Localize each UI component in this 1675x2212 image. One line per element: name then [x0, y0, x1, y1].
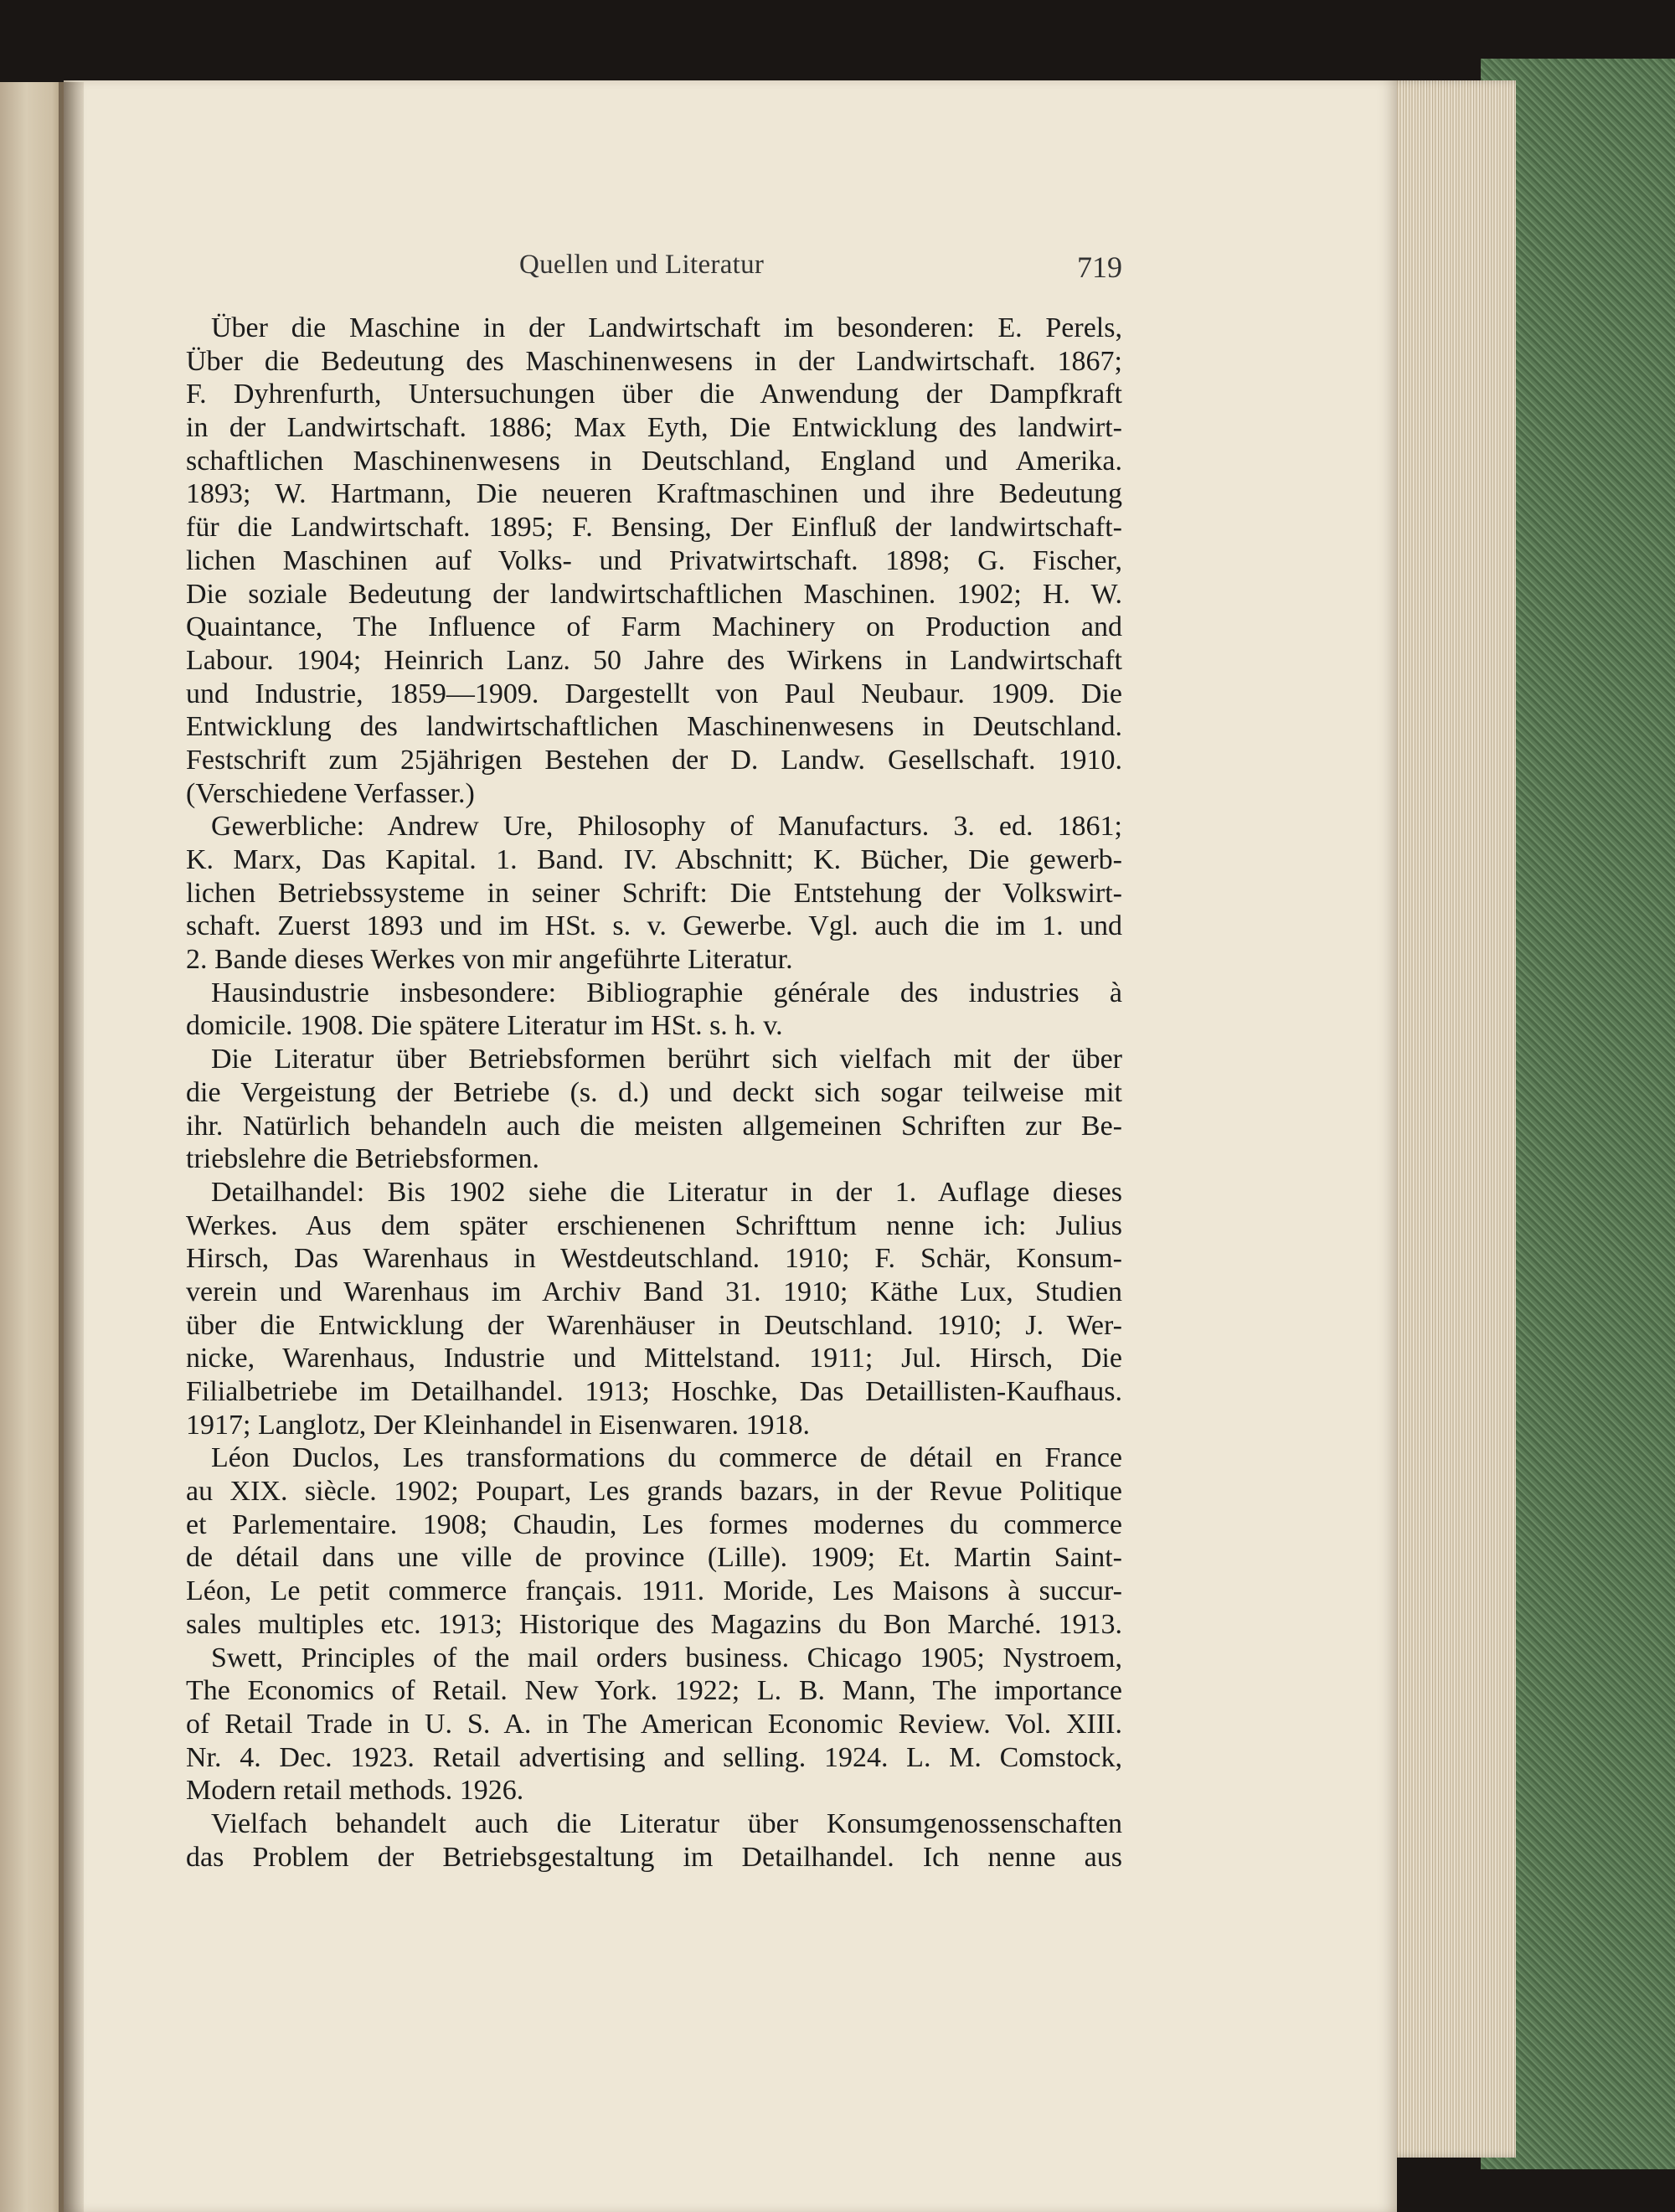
book-gutter — [59, 82, 84, 2212]
text-line: Léon, Le petit commerce français. 1911. Moride, Les Maisons à succur- — [186, 1575, 1122, 1607]
text-line: de détail dans une ville de province (Lille). 1909; Et. Martin Saint- — [186, 1542, 1122, 1574]
text-line: triebslehre die Betriebsformen. — [186, 1143, 540, 1175]
text-line: Hausindustrie insbesondere: Bibliographie générale des industries à — [211, 977, 1122, 1008]
text-line: Labour. 1904; Heinrich Lanz. 50 Jahre des Wirkens in Landwirtschaft — [186, 644, 1122, 676]
text-line: Quaintance, The Influence of Farm Machinery on Production and — [186, 611, 1122, 643]
running-title: Quellen und Literatur — [519, 250, 765, 280]
text-line: Detailhandel: Bis 1902 siehe die Literatur in der 1. Auflage dieses — [211, 1176, 1122, 1208]
text-line: 1917; Langlotz, Der Kleinhandel in Eisenwaren. 1918. — [186, 1409, 810, 1441]
left-page-edge — [0, 82, 65, 2212]
text-line: (Verschiedene Verfasser.) — [186, 777, 475, 809]
text-line: domicile. 1908. Die spätere Literatur im HSt. s. h. v. — [186, 1010, 783, 1042]
text-line: Gewerbliche: Andrew Ure, Philosophy of Manufacturs. 3. ed. 1861; — [211, 811, 1122, 843]
text-line: 1893; W. Hartmann, Die neueren Kraftmaschinen und ihre Bedeutung — [186, 478, 1122, 510]
text-line: Die soziale Bedeutung der landwirtschaftlichen Maschinen. 1902; H. W. — [186, 578, 1122, 610]
page-edges — [1380, 80, 1516, 2158]
text-line: schaft. Zuerst 1893 und im HSt. s. v. Gewerbe. Vgl. auch die im 1. und — [186, 910, 1122, 942]
text-line: F. Dyhrenfurth, Untersuchungen über die Anwendung der Dampfkraft — [186, 379, 1122, 410]
text-line: und Industrie, 1859—1909. Dargestellt von Paul Neubaur. 1909. Die — [186, 678, 1122, 709]
text-line: Werkes. Aus dem später erschienenen Schrifttum nenne ich: Julius — [186, 1209, 1122, 1241]
text-line: Swett, Principles of the mail orders business. Chicago 1905; Nystroem, — [211, 1642, 1122, 1673]
text-line: et Parlementaire. 1908; Chaudin, Les formes modernes du commerce — [186, 1508, 1122, 1540]
text-line: das Problem der Betriebsgestaltung im Detailhandel. Ich nenne aus — [186, 1841, 1122, 1873]
text-line: of Retail Trade in U. S. A. in The American Economic Review. Vol. XIII. — [186, 1708, 1122, 1740]
text-line: Vielfach behandelt auch die Literatur über Konsumgenossenschaften — [211, 1807, 1122, 1839]
text-line: Die Literatur über Betriebsformen berührt sich vielfach mit der über — [211, 1044, 1122, 1075]
page-number: 719 — [1077, 250, 1122, 284]
text-line: für die Landwirtschaft. 1895; F. Bensing, Der Einfluß der landwirtschaft- — [186, 512, 1122, 544]
text-line: lichen Maschinen auf Volks- und Privatwirtschaft. 1898; G. Fischer, — [186, 544, 1122, 576]
text-line: sales multiples etc. 1913; Historique des Magazins du Bon Marché. 1913. — [186, 1608, 1122, 1640]
body-text — [186, 312, 1122, 1874]
text-line: lichen Betriebssysteme in seiner Schrift: Die Entstehung der Volkswirt- — [186, 877, 1122, 909]
text-line: die Vergeistung der Betriebe (s. d.) und deckt sich sogar teilweise mit — [186, 1076, 1122, 1108]
text-line: 2. Bande dieses Werkes von mir angeführte Literatur. — [186, 944, 793, 976]
text-line: Über die Bedeutung des Maschinenwesens in der Landwirtschaft. 1867; — [186, 345, 1122, 377]
text-line: Hirsch, Das Warenhaus in Westdeutschland. 1910; F. Schär, Konsum- — [186, 1243, 1122, 1275]
text-line: au XIX. siècle. 1902; Poupart, Les grands bazars, in der Revue Politique — [186, 1476, 1122, 1508]
text-line: ihr. Natürlich behandeln auch die meisten allgemeinen Schriften zur Be- — [186, 1110, 1122, 1142]
text-line: verein und Warenhaus im Archiv Band 31. 1910; Käthe Lux, Studien — [186, 1276, 1122, 1307]
text-line: Léon Duclos, Les transformations du commerce de détail en France — [211, 1442, 1122, 1474]
text-line: Nr. 4. Dec. 1923. Retail advertising and selling. 1924. L. M. Comstock, — [186, 1741, 1122, 1773]
text-line: Über die Maschine in der Landwirtschaft im besonderen: E. Perels, — [211, 312, 1122, 343]
text-line: nicke, Warenhaus, Industrie und Mittelstand. 1911; Jul. Hirsch, Die — [186, 1343, 1122, 1374]
text-line: K. Marx, Das Kapital. 1. Band. IV. Abschnitt; K. Bücher, Die gewerb- — [186, 844, 1122, 875]
text-line: in der Landwirtschaft. 1886; Max Eyth, Die Entwicklung des landwirt- — [186, 412, 1122, 444]
text-line: Filialbetriebe im Detailhandel. 1913; Hoschke, Das Detaillisten-Kaufhaus. — [186, 1376, 1122, 1407]
text-line: The Economics of Retail. New York. 1922; L. B. Mann, The importance — [186, 1675, 1122, 1707]
text-line: Entwicklung des landwirtschaftlichen Maschinenwesens in Deutschland. — [186, 711, 1122, 743]
text-line: über die Entwicklung der Warenhäuser in Deutschland. 1910; J. Wer- — [186, 1309, 1122, 1341]
text-line: Festschrift zum 25jährigen Bestehen der D. Landw. Gesellschaft. 1910. — [186, 744, 1122, 776]
text-line: Modern retail methods. 1926. — [186, 1775, 524, 1807]
text-line: schaftlichen Maschinenwesens in Deutschland, England und Amerika. — [186, 445, 1122, 477]
